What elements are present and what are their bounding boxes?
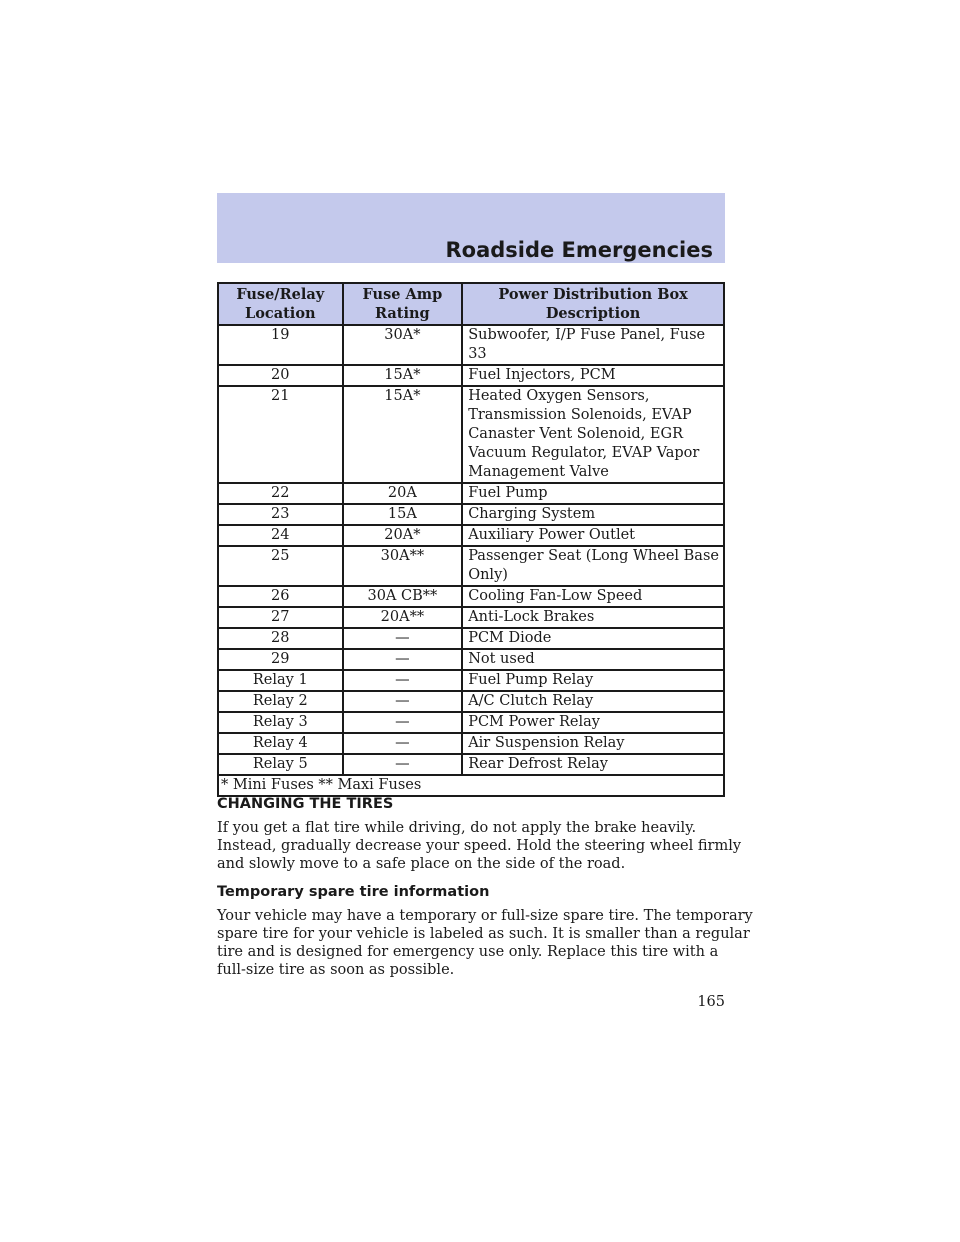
column-header-text: Fuse/Relay (236, 286, 325, 303)
cell-amp-rating: 15A (343, 504, 463, 525)
column-header-location (218, 283, 343, 325)
table-row (218, 586, 724, 607)
cell-description (462, 586, 724, 607)
table-row (218, 546, 724, 586)
paragraph-line: and slowly move to a safe place on the side of the road. (217, 856, 626, 872)
cell-amp-rating: 15A* (343, 365, 463, 386)
table-row (218, 691, 724, 712)
cell-description (462, 754, 724, 775)
description-line: Charging System (468, 506, 596, 522)
fuse-table-header-row (218, 283, 724, 325)
table-row (218, 504, 724, 525)
table-row (218, 607, 724, 628)
table-row (218, 628, 724, 649)
cell-description (462, 733, 724, 754)
description-line: Anti-Lock Brakes (468, 609, 595, 625)
table-row (218, 712, 724, 733)
column-header-description (462, 283, 724, 325)
description-line: Management Valve (468, 464, 609, 480)
cell-location: Relay 2 (218, 691, 343, 712)
cell-location: 28 (218, 628, 343, 649)
cell-location: 23 (218, 504, 343, 525)
section-paragraph (217, 819, 742, 873)
section-header-band (217, 193, 725, 263)
description-line: Cooling Fan-Low Speed (468, 588, 643, 604)
cell-location: Relay 5 (218, 754, 343, 775)
cell-description (462, 670, 724, 691)
description-line: Air Suspension Relay (468, 735, 625, 751)
table-row (218, 754, 724, 775)
description-line: 33 (468, 346, 487, 362)
description-line: Auxiliary Power Outlet (468, 527, 636, 543)
section-heading: CHANGING THE TIRES (217, 796, 394, 812)
cell-location: 26 (218, 586, 343, 607)
description-line: PCM Power Relay (468, 714, 600, 730)
column-header-text: Rating (375, 305, 430, 322)
table-row (218, 386, 724, 483)
cell-location: Relay 3 (218, 712, 343, 733)
paragraph-line: Your vehicle may have a temporary or full-size spare tire. The temporary (217, 908, 753, 924)
cell-description (462, 504, 724, 525)
table-row (218, 365, 724, 386)
section-header-title: Roadside Emergencies (445, 238, 713, 262)
cell-description (462, 712, 724, 733)
description-line: Heated Oxygen Sensors, (468, 388, 650, 404)
cell-location: 27 (218, 607, 343, 628)
column-header-text: Description (545, 305, 641, 322)
cell-description (462, 386, 724, 483)
cell-description (462, 525, 724, 546)
cell-location: 19 (218, 325, 343, 365)
description-line: Fuel Pump (468, 485, 548, 501)
cell-description (462, 365, 724, 386)
description-line: A/C Clutch Relay (468, 693, 594, 709)
fuse-table-body (218, 325, 724, 775)
description-line: Vacuum Regulator, EVAP Vapor (468, 445, 700, 461)
column-header-amp-rating (343, 283, 463, 325)
cell-amp-rating: — (343, 649, 463, 670)
description-line: Rear Defrost Relay (468, 756, 608, 772)
fuse-table (217, 282, 725, 797)
cell-amp-rating: — (343, 628, 463, 649)
cell-amp-rating: 30A CB** (343, 586, 463, 607)
table-row (218, 733, 724, 754)
table-row (218, 525, 724, 546)
cell-description (462, 325, 724, 365)
fuse-table-footnote: * Mini Fuses ** Maxi Fuses (218, 775, 724, 796)
subsection-heading: Temporary spare tire information (217, 884, 490, 900)
description-line: Passenger Seat (Long Wheel Base (468, 548, 719, 564)
cell-amp-rating: 20A (343, 483, 463, 504)
cell-description (462, 483, 724, 504)
cell-amp-rating: — (343, 670, 463, 691)
fuse-table-footnote-row (218, 775, 724, 796)
cell-amp-rating: — (343, 733, 463, 754)
cell-location: 29 (218, 649, 343, 670)
description-line: Fuel Pump Relay (468, 672, 594, 688)
cell-description (462, 628, 724, 649)
cell-amp-rating: 30A* (343, 325, 463, 365)
page-number: 165 (697, 994, 725, 1010)
description-line: Subwoofer, I/P Fuse Panel, Fuse (468, 327, 706, 343)
cell-location: Relay 4 (218, 733, 343, 754)
cell-location: Relay 1 (218, 670, 343, 691)
description-line: PCM Diode (468, 630, 552, 646)
cell-description (462, 649, 724, 670)
paragraph-line: spare tire for your vehicle is labeled as such. It is smaller than a regular (217, 926, 750, 942)
cell-amp-rating: 15A* (343, 386, 463, 483)
column-header-text: Power Distribution Box (498, 286, 688, 303)
cell-amp-rating: — (343, 712, 463, 733)
paragraph-line: full-size tire as soon as possible. (217, 962, 455, 978)
cell-description (462, 546, 724, 586)
description-line: Not used (468, 651, 535, 667)
paragraph-line: If you get a flat tire while driving, do not apply the brake heavily. (217, 820, 697, 836)
table-row (218, 670, 724, 691)
cell-amp-rating: 30A** (343, 546, 463, 586)
cell-amp-rating: — (343, 691, 463, 712)
description-line: Fuel Injectors, PCM (468, 367, 616, 383)
table-row (218, 649, 724, 670)
cell-amp-rating: 20A** (343, 607, 463, 628)
cell-location: 21 (218, 386, 343, 483)
tire-section (217, 795, 753, 979)
paragraph-line: tire and is designed for emergency use only. Replace this tire with a (217, 944, 719, 960)
column-header-text: Fuse Amp (362, 286, 443, 303)
description-line: Canaster Vent Solenoid, EGR (468, 426, 683, 442)
column-header-text: Location (245, 305, 316, 322)
cell-location: 20 (218, 365, 343, 386)
cell-location: 22 (218, 483, 343, 504)
table-row (218, 325, 724, 365)
description-line: Transmission Solenoids, EVAP (468, 407, 692, 423)
cell-amp-rating: 20A* (343, 525, 463, 546)
cell-description (462, 691, 724, 712)
paragraph-line: Instead, gradually decrease your speed. Hold the steering wheel firmly (217, 838, 742, 854)
table-row (218, 483, 724, 504)
subsection-paragraph (217, 907, 753, 979)
cell-amp-rating: — (343, 754, 463, 775)
cell-description (462, 607, 724, 628)
description-line: Only) (468, 567, 508, 583)
cell-location: 25 (218, 546, 343, 586)
cell-location: 24 (218, 525, 343, 546)
